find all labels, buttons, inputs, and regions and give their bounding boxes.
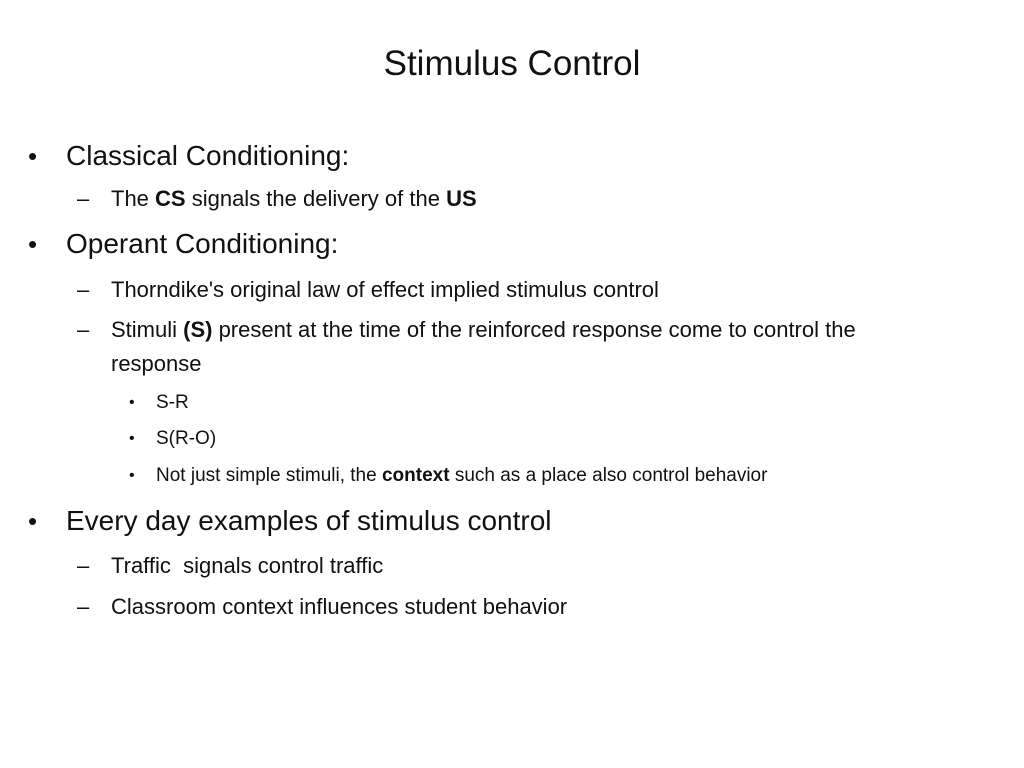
sub-bullet-stimuli: [77, 317, 856, 343]
dash-marker: –: [77, 594, 90, 619]
text-part: Thorndike's original law of effect implied stimulus control: [111, 277, 659, 302]
text-part: S(R-O): [156, 428, 217, 449]
sub-sub-bullet-s-r: [129, 392, 189, 414]
text-part: response: [111, 351, 202, 376]
sub-sub-bullet-s-r-o: [129, 428, 217, 450]
slide-title: Stimulus Control: [383, 44, 641, 83]
sub-bullet-stimuli-continued: [111, 351, 202, 377]
bullet-marker: •: [28, 229, 38, 259]
bullet-marker: •: [129, 394, 135, 411]
bold-term-cs: CS: [155, 186, 186, 211]
bold-term-s: (S): [183, 317, 213, 342]
bullet-heading: Classical Conditioning:: [66, 140, 350, 171]
bullet-marker: •: [129, 430, 135, 447]
bold-term-us: US: [446, 186, 477, 211]
bullet-marker: •: [129, 467, 135, 484]
bullet-operant-conditioning: [28, 228, 339, 260]
dash-marker: –: [77, 317, 90, 342]
text-part: S-R: [156, 392, 189, 413]
sub-bullet-thorndike: [77, 277, 659, 303]
text-part: such as a place also control behavior: [449, 465, 768, 486]
text-part: Traffic signals control traffic: [111, 553, 384, 578]
sub-bullet-cs-us: [77, 186, 477, 212]
bullet-marker: •: [28, 506, 38, 536]
sub-bullet-traffic: [77, 553, 384, 579]
bullet-heading: Operant Conditioning:: [66, 228, 339, 259]
text-part: Stimuli: [111, 317, 184, 342]
sub-sub-bullet-context: [129, 465, 768, 487]
dash-marker: –: [77, 553, 90, 578]
text-part: present at the time of the reinforced response come to control the: [212, 317, 856, 342]
text-part: signals the delivery of the: [185, 186, 447, 211]
sub-bullet-classroom: [77, 594, 568, 620]
bold-term-context: context: [381, 465, 450, 486]
bullet-heading: Every day examples of stimulus control: [66, 505, 552, 536]
bullet-marker: •: [28, 141, 38, 171]
dash-marker: –: [77, 186, 90, 211]
bullet-classical-conditioning: [28, 140, 350, 172]
text-part: The: [111, 186, 156, 211]
text-part: Not just simple stimuli, the: [156, 465, 382, 486]
bullet-everyday-examples: [28, 505, 552, 537]
dash-marker: –: [77, 277, 90, 302]
text-part: Classroom context influences student behavior: [111, 594, 568, 619]
